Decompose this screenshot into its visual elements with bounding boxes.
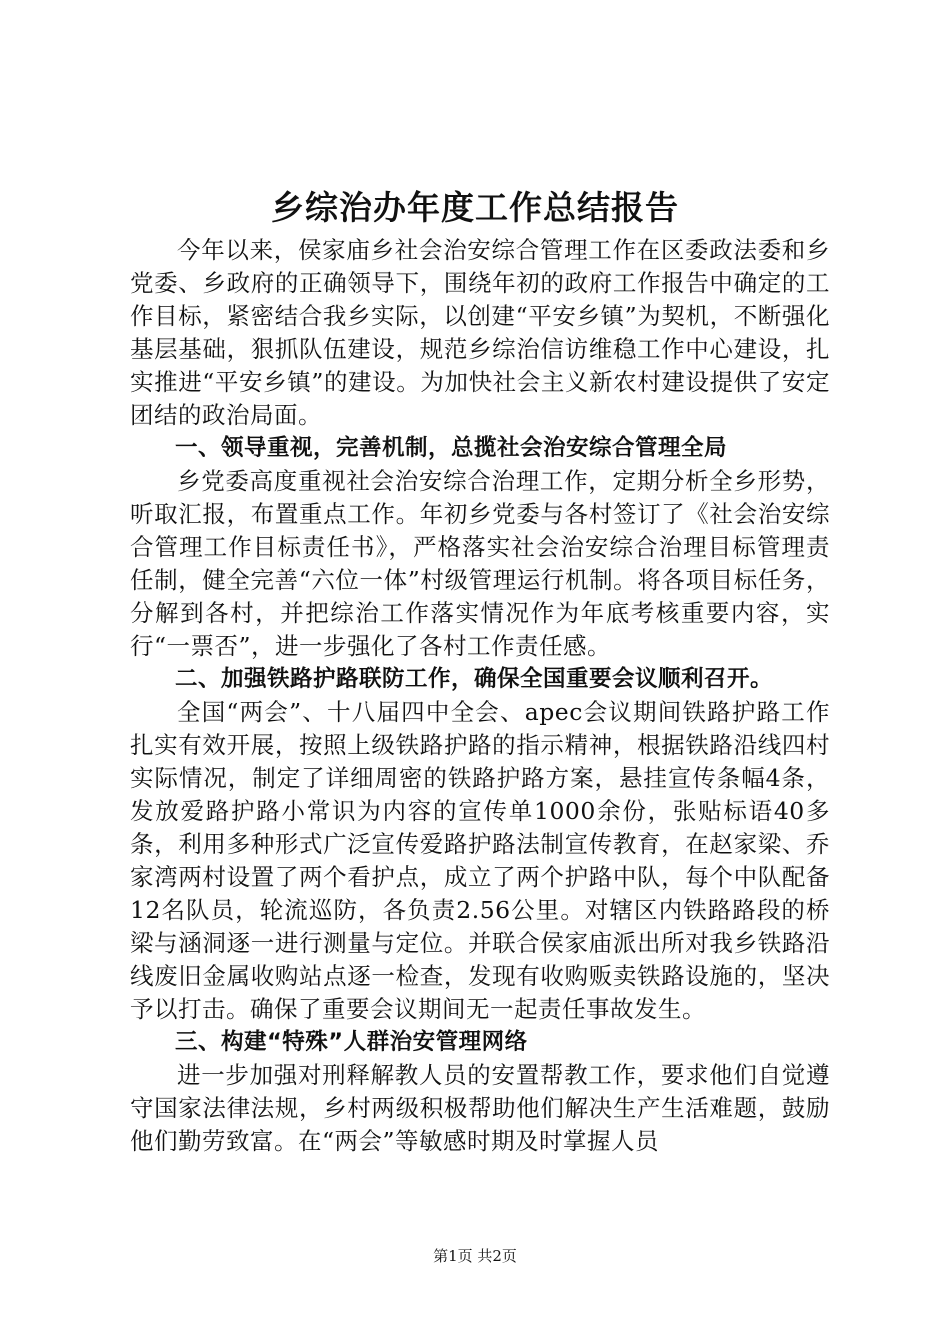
- document-title: 乡综治办年度工作总结报告: [271, 188, 679, 227]
- page-indicator: 第1页 共2页: [433, 1247, 517, 1265]
- section-heading-2: 二、加强铁路护路联防工作，确保全国重要会议顺利召开。: [175, 666, 774, 692]
- intro-paragraph: 今年以来，侯家庙乡社会治安综合管理工作在区委政法委和乡党委、乡政府的正确领导下，围绕年初的政府工作报告中确定的工作目标，紧密结合我乡实际，以创建“平安乡镇”为契机，不断强化基层基础，狠抓队伍建设，规范乡综治信访维稳工作中心建设，扎实推进“平安乡镇”的建设。为加快社会主义新农村建设提供了安定团结的政治局面。: [130, 236, 830, 429]
- section-paragraph-1: 乡党委高度重视社会治安综合治理工作，定期分析全乡形势，听取汇报，布置重点工作。年初乡党委与各村签订了《社会治安综合管理工作目标责任书》，严格落实社会治安综合治理目标管理责任制，健全完善“六位一体”村级管理运行机制。将各项目标任务，分解到各村，并把综治工作落实情况作为年底考核重要内容，实行“一票否”，进一步强化了各村工作责任感。: [130, 467, 830, 660]
- page-footer: [0, 1246, 950, 1266]
- section-paragraph-3: 进一步加强对刑释解教人员的安置帮教工作，要求他们自觉遵守国家法律法规，乡村两级积极帮助他们解决生产生活难题，鼓励他们勤劳致富。在“两会”等敏感时期及时掌握人员: [130, 1061, 830, 1155]
- document-body: [130, 234, 830, 1158]
- section-heading-3: 三、构建“特殊”人群治安管理网络: [175, 1029, 528, 1055]
- section-paragraph-2: 全国“两会”、十八届四中全会、apec会议期间铁路护路工作扎实有效开展，按照上级铁路护路的指示精神，根据铁路沿线四村实际情况，制定了详细周密的铁路护路方案，悬挂宣传条幅4条，发放爱路护路小常识为内容的宣传单1000余份，张贴标语40多条，利用多种形式广泛宣传爱路护路法制宣传教育，在赵家梁、乔家湾两村设置了两个看护点，成立了两个护路中队，每个中队配备12名队员，轮流巡防，各负责2.56公里。对辖区内铁路路段的桥梁与涵洞逐一进行测量与定位。并联合侯家庙派出所对我乡铁路沿线废旧金属收购站点逐一检查，发现有收购贩卖铁路设施的，坚决予以打击。确保了重要会议期间无一起责任事故发生。: [130, 698, 830, 1023]
- section-heading-1: 一、领导重视，完善机制，总揽社会治安综合管理全局: [175, 435, 728, 461]
